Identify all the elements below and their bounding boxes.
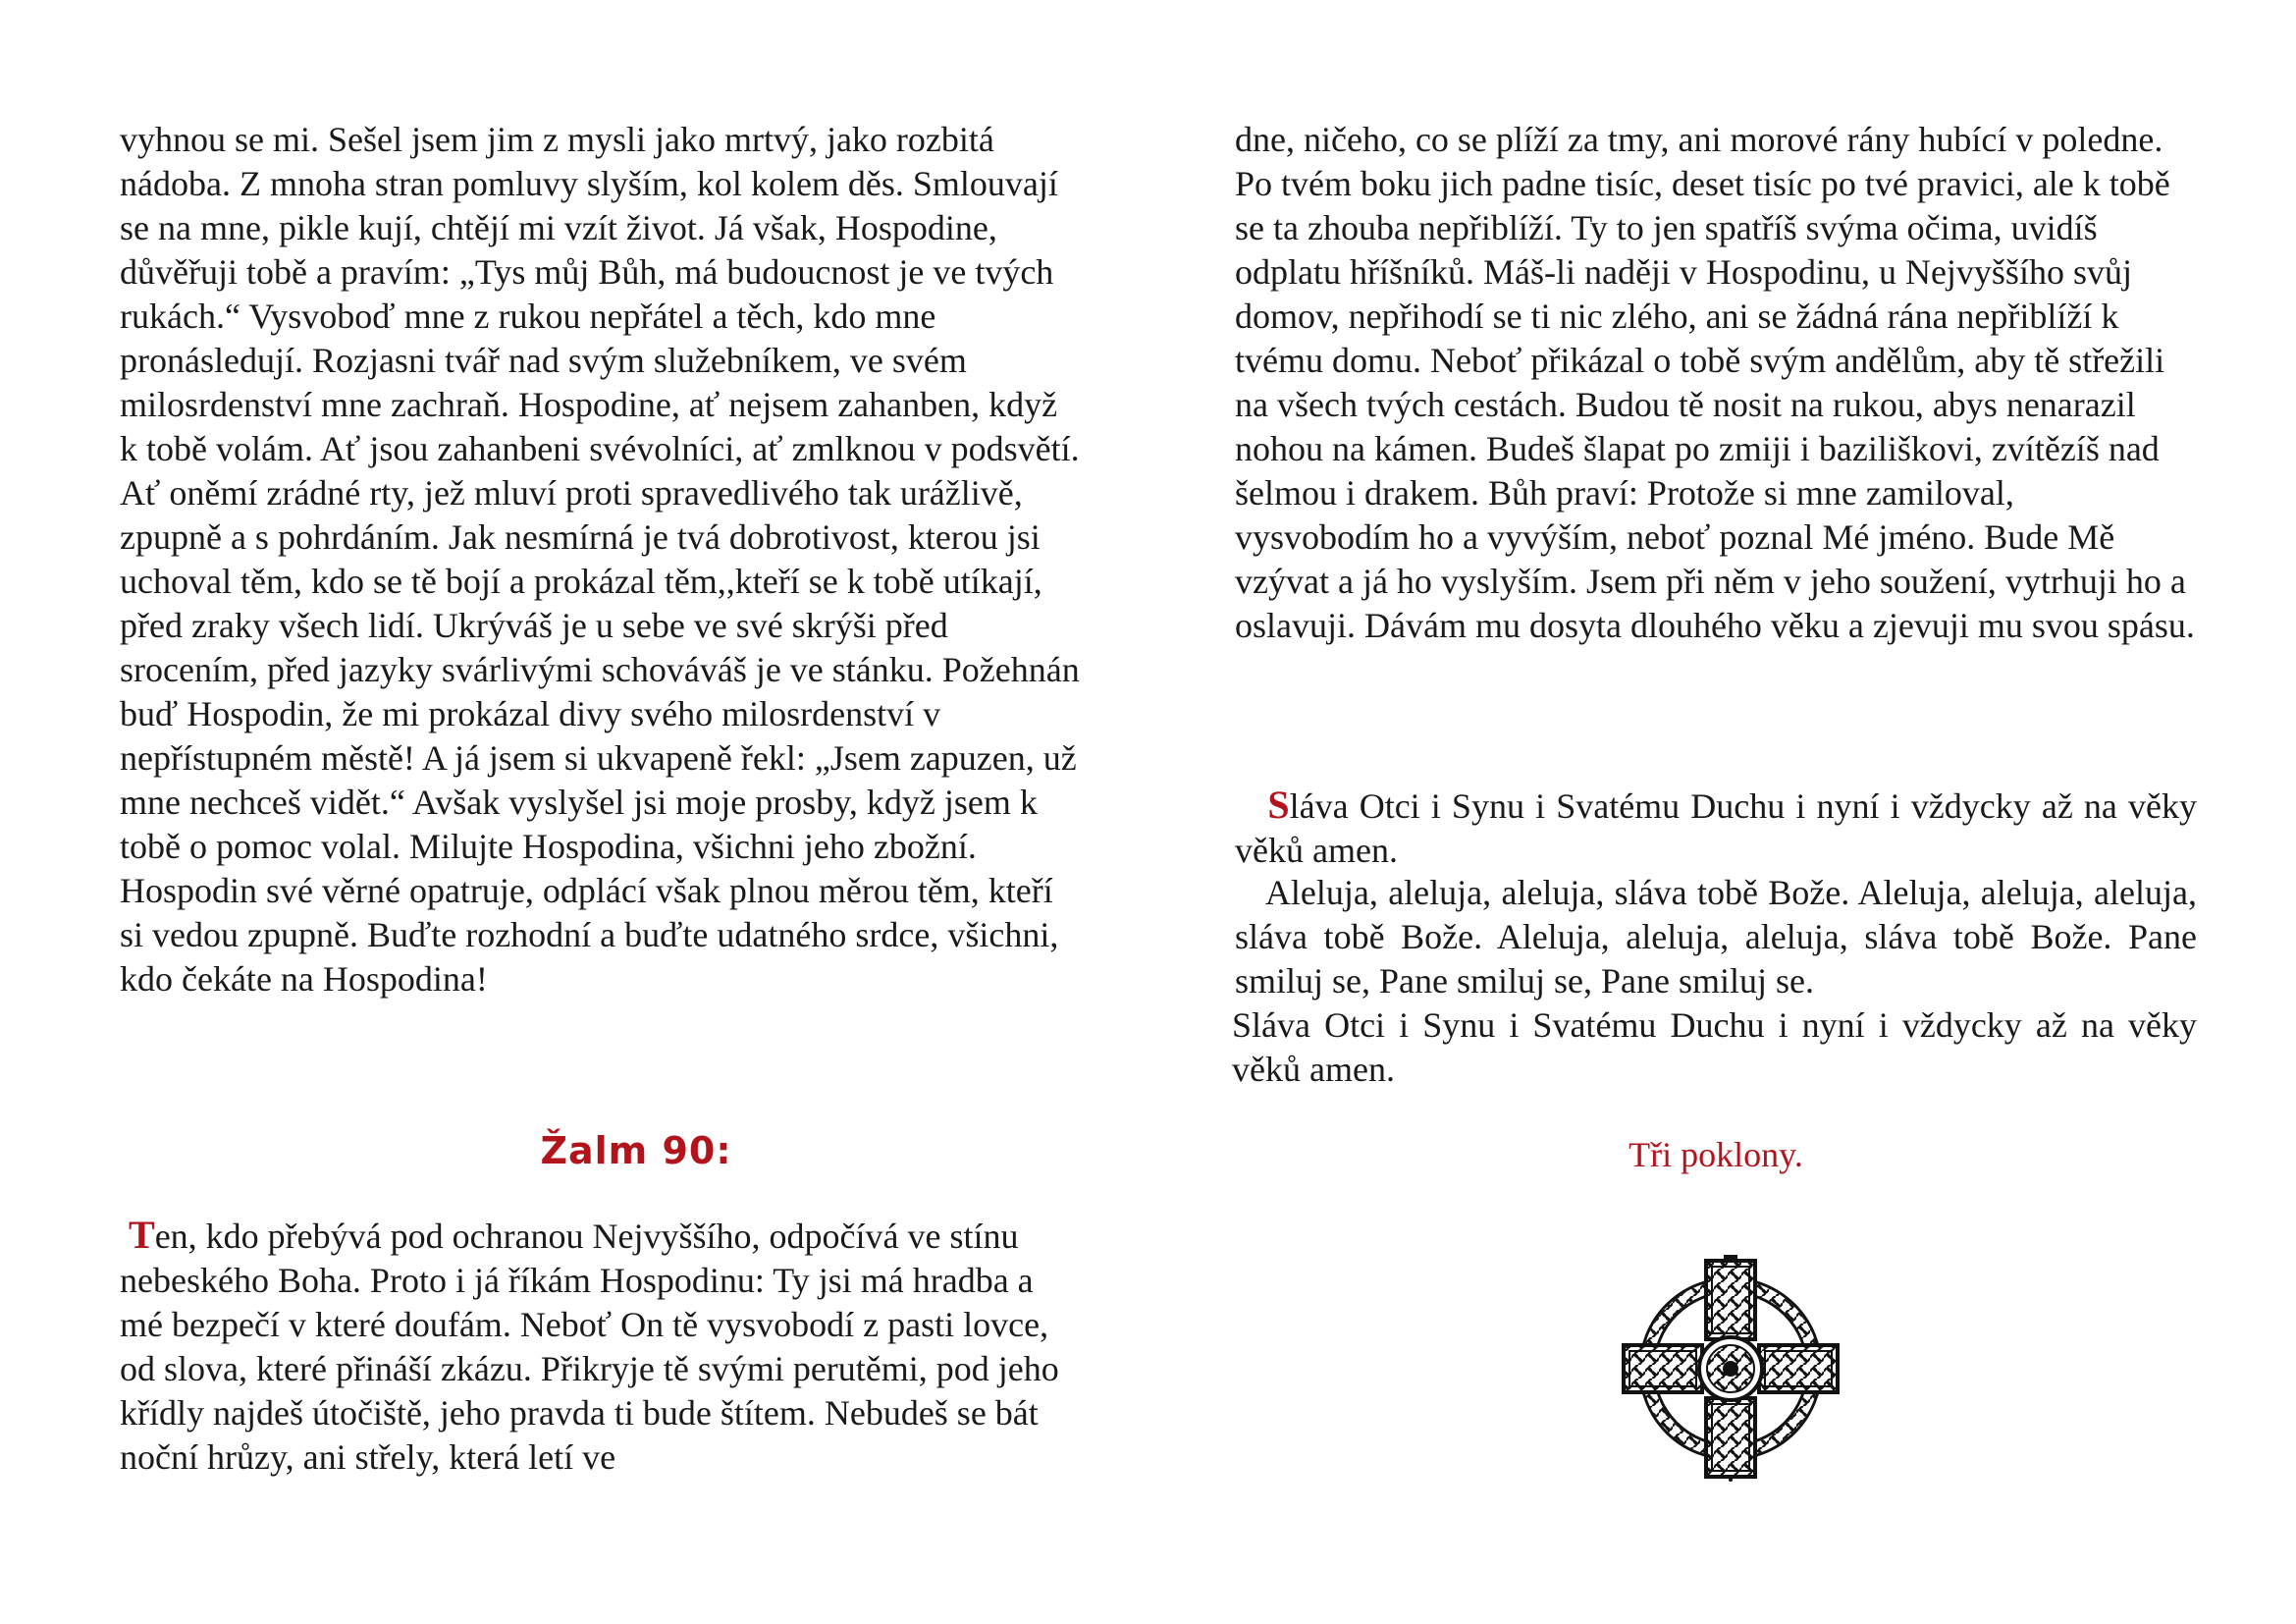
glory-dropcap: S	[1267, 783, 1290, 827]
left-page	[120, 0, 1082, 1624]
psalm-90-continuation-text: dne, ničeho, co se plíží za tmy, ani morové rány hubící v poledne. Po tvém boku jich padne tisíc, deset tisíc po tvé pravici, ale k tobě se ta zhouba nepřiblíží. Ty to jen spatříš svýma očima, uvidíš odplatu hříšníků. Máš-li naději v Hospodinu, u Nejvyššího svůj domov, nepřihodí se ti nic zlého, ani se žádná rána nepřiblíží k tvému domu. Neboť přikázal o tobě svým andělům, aby tě střežili na všech tvých cestách. Budou tě nosit na rukou, abys nenarazil nohou na kámen. Budeš šlapat po zmiji i baziliškovi, zvítězíš nad šelmou i drakem. Bůh praví: Protože si mne zamiloval, vysvobodím ho a vyvýším, neboť poznal Mé jméno. Bude Mě vzývat a já ho vyslyším. Jsem při něm v jeho soužení, vytrhuji ho a oslavuji. Dávám mu dosyta dlouhého věku a zjevuji mu svou spásu.	[1235, 120, 2195, 645]
psalm-90-body: en, kdo přebývá pod ochranou Nejvyššího, odpočívá ve stínu nebeského Boha. Proto i já říkám Hospodinu: Ty jsi má hradba a mé bezpečí v které doufám. Neboť On tě vysvobodí z pasti lovce, od slova, které přináší zkázu. Přikryje tě svými perutěmi, pod jeho křídly najdeš útočiště, jeho pravda ti bude štítem. Nebudeš se bát noční hrůzy, ani střely, která letí ve	[120, 1217, 1059, 1477]
alleluia-body: Aleluja, aleluja, aleluja, sláva tobě Bože. Aleluja, aleluja, aleluja, sláva tobě Bože. Aleluja, aleluja, aleluja, sláva tobě Bože. Pane smiluj se, Pane smiluj se, Pane smiluj se.	[1235, 873, 2197, 1001]
psalm-dropcap: T	[129, 1213, 155, 1257]
glory-be-prayer-repeat: Sláva Otci i Synu i Svatému Duchu i nyní i vždycky až na věky věků amen.	[1232, 1005, 2197, 1089]
psalm-90-text	[120, 1213, 1082, 1480]
alleluia-prayer	[1235, 871, 2197, 1003]
right-page	[1232, 0, 2197, 1624]
celtic-cross-icon	[1618, 1255, 1843, 1483]
psalm-90-heading: Žalm 90:	[540, 1129, 732, 1172]
glory-be-body: láva Otci i Synu i Svatému Duchu i nyní i vždycky až na věky věků amen.	[1235, 786, 2197, 870]
psalm-continuation-text: vyhnou se mi. Sešel jsem jim z mysli jako mrtvý, jako rozbitá nádoba. Z mnoha stran pomluvy slyším, kol kolem děs. Smlouvají se na mne, pikle kují, chtějí mi vzít život. Já však, Hospodine, důvěřuji tobě a pravím: „Tys můj Bůh, má budoucnost je ve tvých rukách.“ Vysvoboď mne z rukou nepřátel a těch, kdo mne pronásledují. Rozjasni tvář nad svým služebníkem, ve svém milosrdenství mne zachraň. Hospodine, ať nejsem zahanben, když k tobě volám. Ať jsou zahanbeni svévolníci, ať zmlknou v podsvětí. Ať oněmí zrádné rty, jež mluví proti spravedlivého tak urážlivě, zpupně a s pohrdáním. Jak nesmírná je tvá dobrotivost, kterou jsi uchoval těm, kdo se tě bojí a prokázal těm,,kteří se k tobě utíkají, před zraky všech lidí. Ukrýváš je u sebe ve své skrýši před srocením, před jazyky svárlivými schováváš je ve stánku. Požehnán buď Hospodin, že mi prokázal divy svého milosrdenství v nepřístupném městě! A já jsem si ukvapeně řekl: „Jsem zapuzen, už mne nechceš vidět.“ Avšak vyslyšel jsi moje prosby, když jsem k tobě o pomoc volal. Milujte Hospodina, všichni jeho zbožní. Hospodin své věrné opatruje, odplácí však plnou měrou těm, kteří si vedou zpupně. Buďte rozhodní a buďte udatného srdce, všichni, kdo čekáte na Hospodina!	[120, 120, 1080, 999]
glory-be-prayer	[1235, 783, 2197, 873]
three-bows-instruction: Tři poklony.	[1629, 1135, 1803, 1174]
